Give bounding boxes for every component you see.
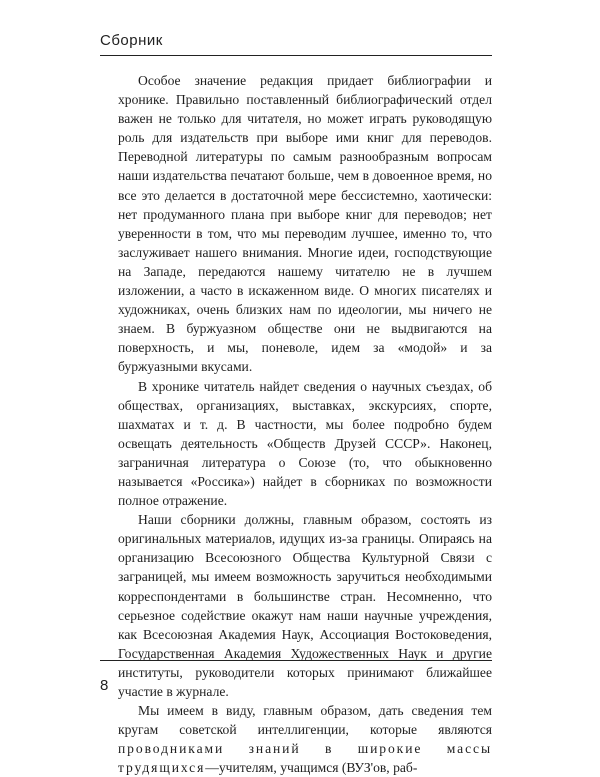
paragraph-materials: Наши сборники должны, главным образом, состоять из оригинальных материалов, идущих из-за границы. Опираясь на организацию Всесоюзного Общества Культурной Связи с заграницей, мы имеем возможность заручиться необходимыми корреспондентами в большинстве стран. Несомненно, что серьезное содействие окажут нам наши научные учреждения, как Всесоюзная Академия Наук, Ассоциация Востоковедения, Государственная Академия Художественных Наук и другие институты, руководители которых принимают ближайшее участие в журнале. bbox=[118, 512, 492, 699]
body-text bbox=[118, 71, 492, 777]
paragraph-audience bbox=[118, 701, 492, 777]
header-rule bbox=[100, 55, 492, 56]
footer-rule bbox=[100, 660, 492, 661]
paragraph-audience-emphasis: проводниками знаний в широкие массы трудящихся bbox=[118, 741, 492, 776]
paragraph-audience-start: Мы имеем в виду, главным образом, дать сведения тем кругам советской интеллигенции, которые являются bbox=[118, 703, 492, 738]
page-number: 8 bbox=[100, 677, 109, 694]
paragraph-audience-end: —учителям, учащимся (ВУЗ'ов, раб- bbox=[205, 760, 418, 776]
paragraph-chronicle: В хронике читатель найдет сведения о научных съездах, об обществах, организациях, выставках, экскурсиях, спорте, шахматах и т. д. В частности, мы более подробно будем освещать деятельность «Обществ Друзей СССР». Наконец, заграничная литература о Союзе (то, что обыкновенно называется «Россика») найдет в сборниках по возможности полное отражение. bbox=[118, 378, 492, 509]
running-head: Сборник bbox=[100, 32, 163, 49]
paragraph-bibliography: Особое значение редакция придает библиографии и хронике. Правильно поставленный библиографический отдел важен не только для читателя, но может играть руководящую роль для издательств при выборе ими книг для переводов. Переводной литературы по самым разнообразным вопросам наши издательства печатают больше, чем в довоенное время, но все это делается в достаточной мере бессистемно, хаотически: нет продуманного плана при выборе книг для переводов; нет уверенности в том, что мы переводим лучшее, именно то, что заслуживает нашего внимания. Многие идеи, господствующие на Западе, передаются нашему читателю не в лучшем изложении, а часто в искаженном виде. О многих писателях и художниках, очень близких нам по идеологии, мы ничего не знаем. В буржуазном обществе они не выдвигаются на поверхность, и мы, поневоле, идем за «модой» и за буржуазными вкусами. bbox=[118, 73, 492, 375]
